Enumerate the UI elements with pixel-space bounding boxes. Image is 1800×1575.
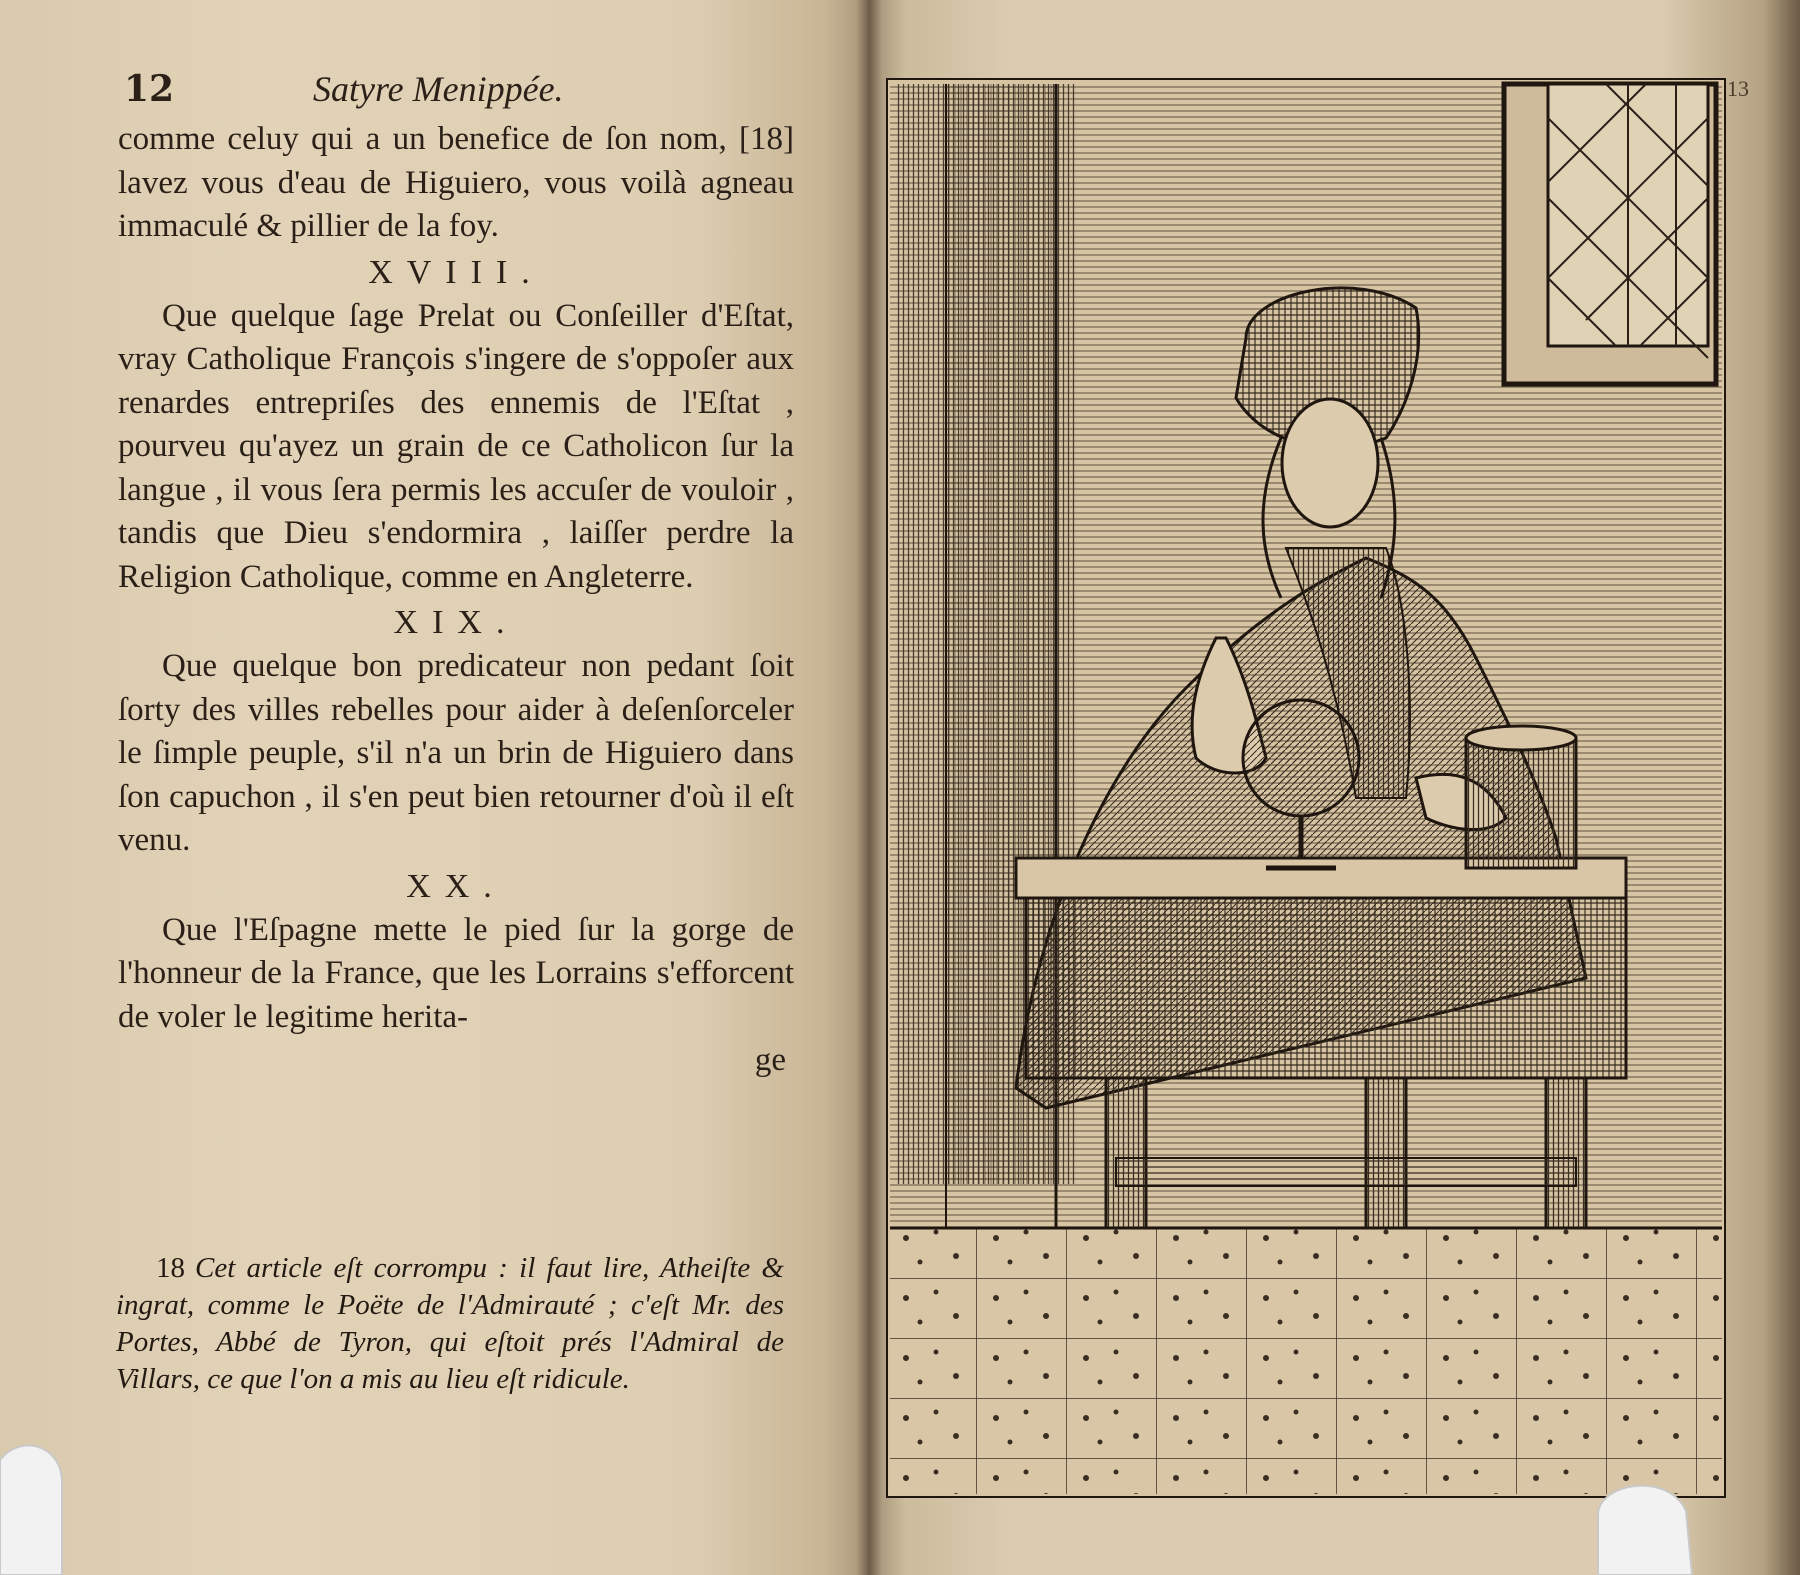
book-gutter [856,0,882,1575]
main-text [118,118,794,1083]
section-title-19: XIX. [393,604,519,641]
footnote-text: Cet article eſt corrompu : il faut lire, Atheiſte & ingrat, comme le Poëte de l'Admirauté ; c'eſt Mr. des Portes, Abbé de Tyron, qui eſtoit prés l'Admiral de Villars, ce que l'on a mis au lieu eſt ridicule. [116,1252,784,1395]
footnote [116,1250,784,1398]
section-title-20: XX. [406,867,506,905]
section-text-20: Que l'Eſpagne mette le pied ſur la gorge de l'honneur de la France, que les Lorrains s'efforcent de voler le legitime herita- [118,911,794,1035]
section-text-18: Que quelque ſage Prelat ou Conſeiller d'Eſtat, vray Catholique François s'ingere de s'oppoſer aux renardes entrepriſes des ennemis de l'Eſtat , pourveu qu'ayez un grain de ce Catholicon ſur la langue , il vous ſera permis les accuſer de vouloir , tandis que Dieu s'endormira , laiſſer perdre la Religion Catholique, comme en Angleterre. [118,297,794,595]
page-number-right: 13 [1727,76,1749,101]
section-text-19: Que quelque bon predicateur non pedant ſoit ſorty des villes rebelles pour aider à deſenſorceler le ſimple peuple, s'il n'a un brin de Higuiero dans ſon capuchon , il s'en peut bien retourner d'où il eſt venu. [118,648,794,858]
page-number-left: 12 [124,68,175,110]
running-title: Satyre Menippée. [313,69,564,109]
page-header [118,64,798,124]
book-stand-right [1588,1475,1698,1575]
footnote-number: 18 [156,1252,185,1284]
opening-paragraph: comme celuy qui a un benefice de ſon nom, [18] lavez vous d'eau de Higuiero, vous voilà agneau immaculé & pillier de la foy. [118,121,794,244]
book-stand-left [0,1440,70,1575]
engraving-illustration [886,78,1726,1498]
section-title-18: XVIII. [368,253,544,291]
catchword: ge [754,1042,786,1078]
